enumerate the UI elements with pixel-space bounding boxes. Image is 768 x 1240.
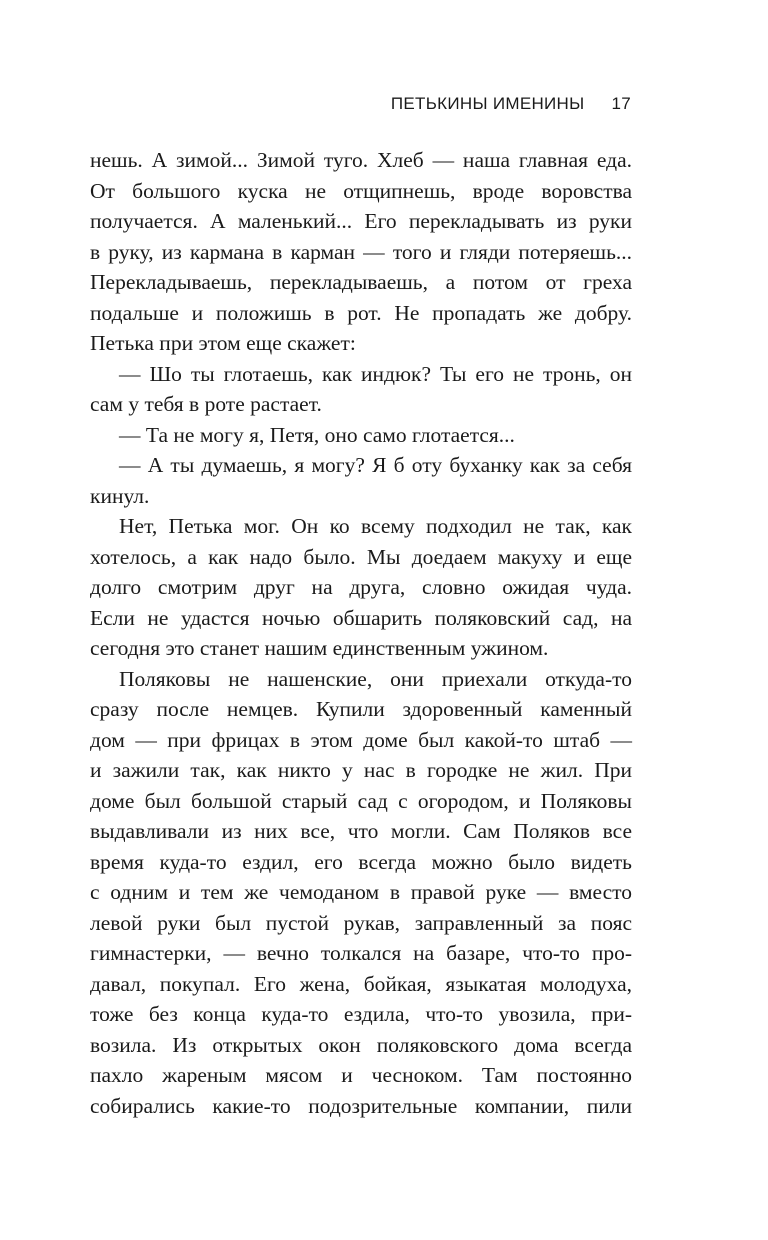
text-line: левой руки был пустой рукав, заправленный за пояс (90, 910, 632, 935)
text-line: Петька при этом еще скажет: (90, 331, 356, 355)
text-line: Перекладываешь, перекладываешь, а потом от греха (90, 270, 632, 294)
text-line: кинул. (90, 483, 150, 508)
text-line: и зажили так, как никто у нас в городке не жил. При (90, 758, 632, 782)
text-line: гимнастерки, — вечно толкался на базаре, что-то про- (90, 941, 632, 965)
body-text (90, 145, 632, 1121)
text-line: От большого куска не отщипнешь, вроде воровства (90, 178, 632, 203)
dialogue-line: — Та не могу я, Петя, оно само глотается... (119, 422, 515, 447)
text-line: время куда-то ездил, его всегда можно было видеть (90, 849, 632, 874)
text-line: дом — при фрицах в этом доме был какой-то штаб — (90, 727, 632, 752)
text-line: сегодня это станет нашим единственным ужином. (90, 636, 549, 660)
text-line: доме был большой старый сад с огородом, и Поляковы (90, 788, 632, 813)
text-line: с одним и тем же чемоданом в правой руке — вместо (90, 880, 632, 904)
text-line: нешь. А зимой... Зимой туго. Хлеб — наша главная еда. (90, 148, 632, 172)
dialogue-line: — А ты думаешь, я могу? Я б оту буханку как за себя (119, 453, 632, 477)
text-line: долго смотрим друг на друга, словно ожидая чуда. (90, 575, 632, 599)
page-number: 17 (611, 94, 631, 113)
dialogue-line: — Шо ты глотаешь, как индюк? Ты его не тронь, он (119, 361, 632, 386)
text-line: подальше и положишь в рот. Не пропадать же добру. (90, 300, 632, 325)
text-line: тоже без конца куда-то ездила, что-то увозила, при- (90, 1002, 632, 1026)
text-line: возила. Из открытых окон поляковского дома всегда (90, 1032, 632, 1057)
text-line: собирались какие-то подозрительные компании, пили (90, 1093, 632, 1118)
text-line: в руку, из кармана в карман — того и гляди потеряешь... (90, 239, 632, 264)
running-header (391, 94, 631, 114)
text-line: сразу после немцев. Купили здоровенный каменный (90, 697, 632, 721)
paragraph-start: Нет, Петька мог. Он ко всему подходил не так, как (119, 514, 632, 538)
chapter-title: ПЕТЬКИНЫ ИМЕНИНЫ (390, 94, 585, 113)
text-line: выдавливали из них все, что могли. Сам Поляков все (90, 819, 632, 843)
text-line: давал, покупал. Его жена, бойкая, языкатая молодуха, (90, 971, 632, 996)
paragraph-start: Поляковы не нашенские, они приехали откуда-то (119, 666, 632, 691)
text-line: пахло жареным мясом и чесноком. Там постоянно (90, 1063, 632, 1087)
text-line: хотелось, а как надо было. Мы доедаем макуху и еще (90, 544, 632, 569)
text-line: сам у тебя в роте растает. (90, 392, 322, 416)
text-line: Если не удастся ночью обшарить поляковский сад, на (90, 605, 632, 630)
text-line: получается. А маленький... Его перекладывать из руки (90, 209, 632, 233)
